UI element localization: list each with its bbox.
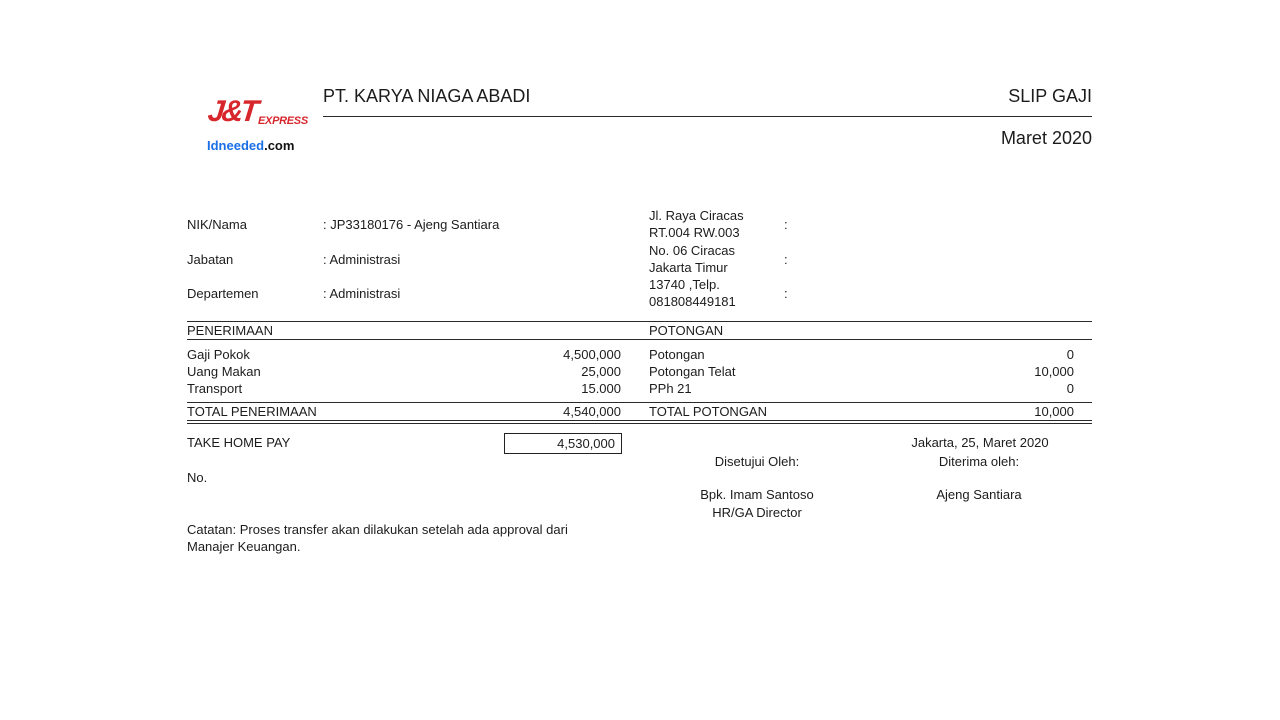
deduction-label: PPh 21	[649, 381, 692, 396]
earning-value: 25,000	[581, 364, 621, 379]
address-line: 081808449181	[649, 294, 736, 309]
approver-name: Bpk. Imam Santoso	[700, 487, 814, 502]
deduction-value: 0	[1066, 381, 1074, 396]
note-line: Manajer Keuangan.	[187, 539, 301, 554]
note-line: Catatan: Proses transfer akan dilakukan setelah ada approval dari	[187, 522, 568, 537]
total-deductions-value: 10,000	[1034, 404, 1074, 419]
nik-value: : JP33180176 - Ajeng Santiara	[323, 217, 500, 232]
section-top-divider	[187, 321, 1092, 322]
receiver-name: Ajeng Santiara	[936, 487, 1022, 502]
company-name: PT. KARYA NIAGA ABADI	[323, 86, 531, 106]
approver-title: HR/GA Director	[712, 505, 802, 520]
document-title: SLIP GAJI	[1008, 86, 1092, 106]
earning-label: Transport	[187, 381, 243, 396]
address-colon: :	[784, 217, 788, 232]
totals-double-line-bottom	[187, 423, 1092, 424]
address-line: Jl. Raya Ciracas	[649, 208, 744, 223]
jabatan-value: : Administrasi	[323, 252, 401, 267]
address-line: Jakarta Timur	[649, 260, 728, 275]
departemen-label: Departemen	[187, 286, 259, 301]
total-earnings-label: TOTAL PENERIMAAN	[187, 404, 317, 419]
deductions-header: POTONGAN	[649, 323, 724, 338]
address-line: No. 06 Ciracas	[649, 243, 735, 258]
deduction-label: Potongan Telat	[649, 364, 736, 379]
earnings-header: PENERIMAAN	[187, 323, 273, 338]
jabatan-label: Jabatan	[187, 252, 234, 267]
take-home-pay-box	[504, 433, 622, 454]
deduction-value: 0	[1066, 347, 1074, 362]
site-watermark-tld: .com	[264, 138, 295, 153]
deduction-label: Potongan	[649, 347, 705, 362]
place-date: Jakarta, 25, Maret 2020	[911, 435, 1049, 450]
section-header-divider	[187, 339, 1092, 340]
jt-express-logo: J&T	[206, 95, 258, 128]
nik-label: NIK/Nama	[187, 217, 247, 232]
pay-period: Maret 2020	[1000, 128, 1092, 148]
approved-by-label: Disetujui Oleh:	[714, 454, 800, 469]
take-home-pay-label: TAKE HOME PAY	[187, 435, 291, 450]
address-line: RT.004 RW.003	[649, 225, 740, 240]
address-colon: :	[784, 252, 788, 267]
deduction-value: 10,000	[1034, 364, 1074, 379]
departemen-value: : Administrasi	[323, 286, 401, 301]
totals-double-line-top	[187, 420, 1092, 421]
site-watermark	[207, 138, 294, 154]
address-line: 13740 ,Telp.	[649, 277, 720, 292]
total-deductions-label: TOTAL POTONGAN	[649, 404, 767, 419]
take-home-pay-value: 4,530,000	[557, 436, 615, 451]
total-earnings-value: 4,540,000	[563, 404, 621, 419]
earning-label: Gaji Pokok	[187, 347, 250, 362]
header-divider	[323, 116, 1092, 117]
earning-value: 15.000	[581, 381, 621, 396]
address-colon: :	[784, 286, 788, 301]
jt-express-logo-sub: EXPRESS	[258, 115, 308, 127]
received-by-label: Diterima oleh:	[938, 454, 1020, 469]
earning-value: 4,500,000	[563, 347, 621, 362]
earning-label: Uang Makan	[187, 364, 261, 379]
number-label: No.	[187, 470, 208, 485]
site-watermark-name: Idneeded	[207, 138, 265, 153]
